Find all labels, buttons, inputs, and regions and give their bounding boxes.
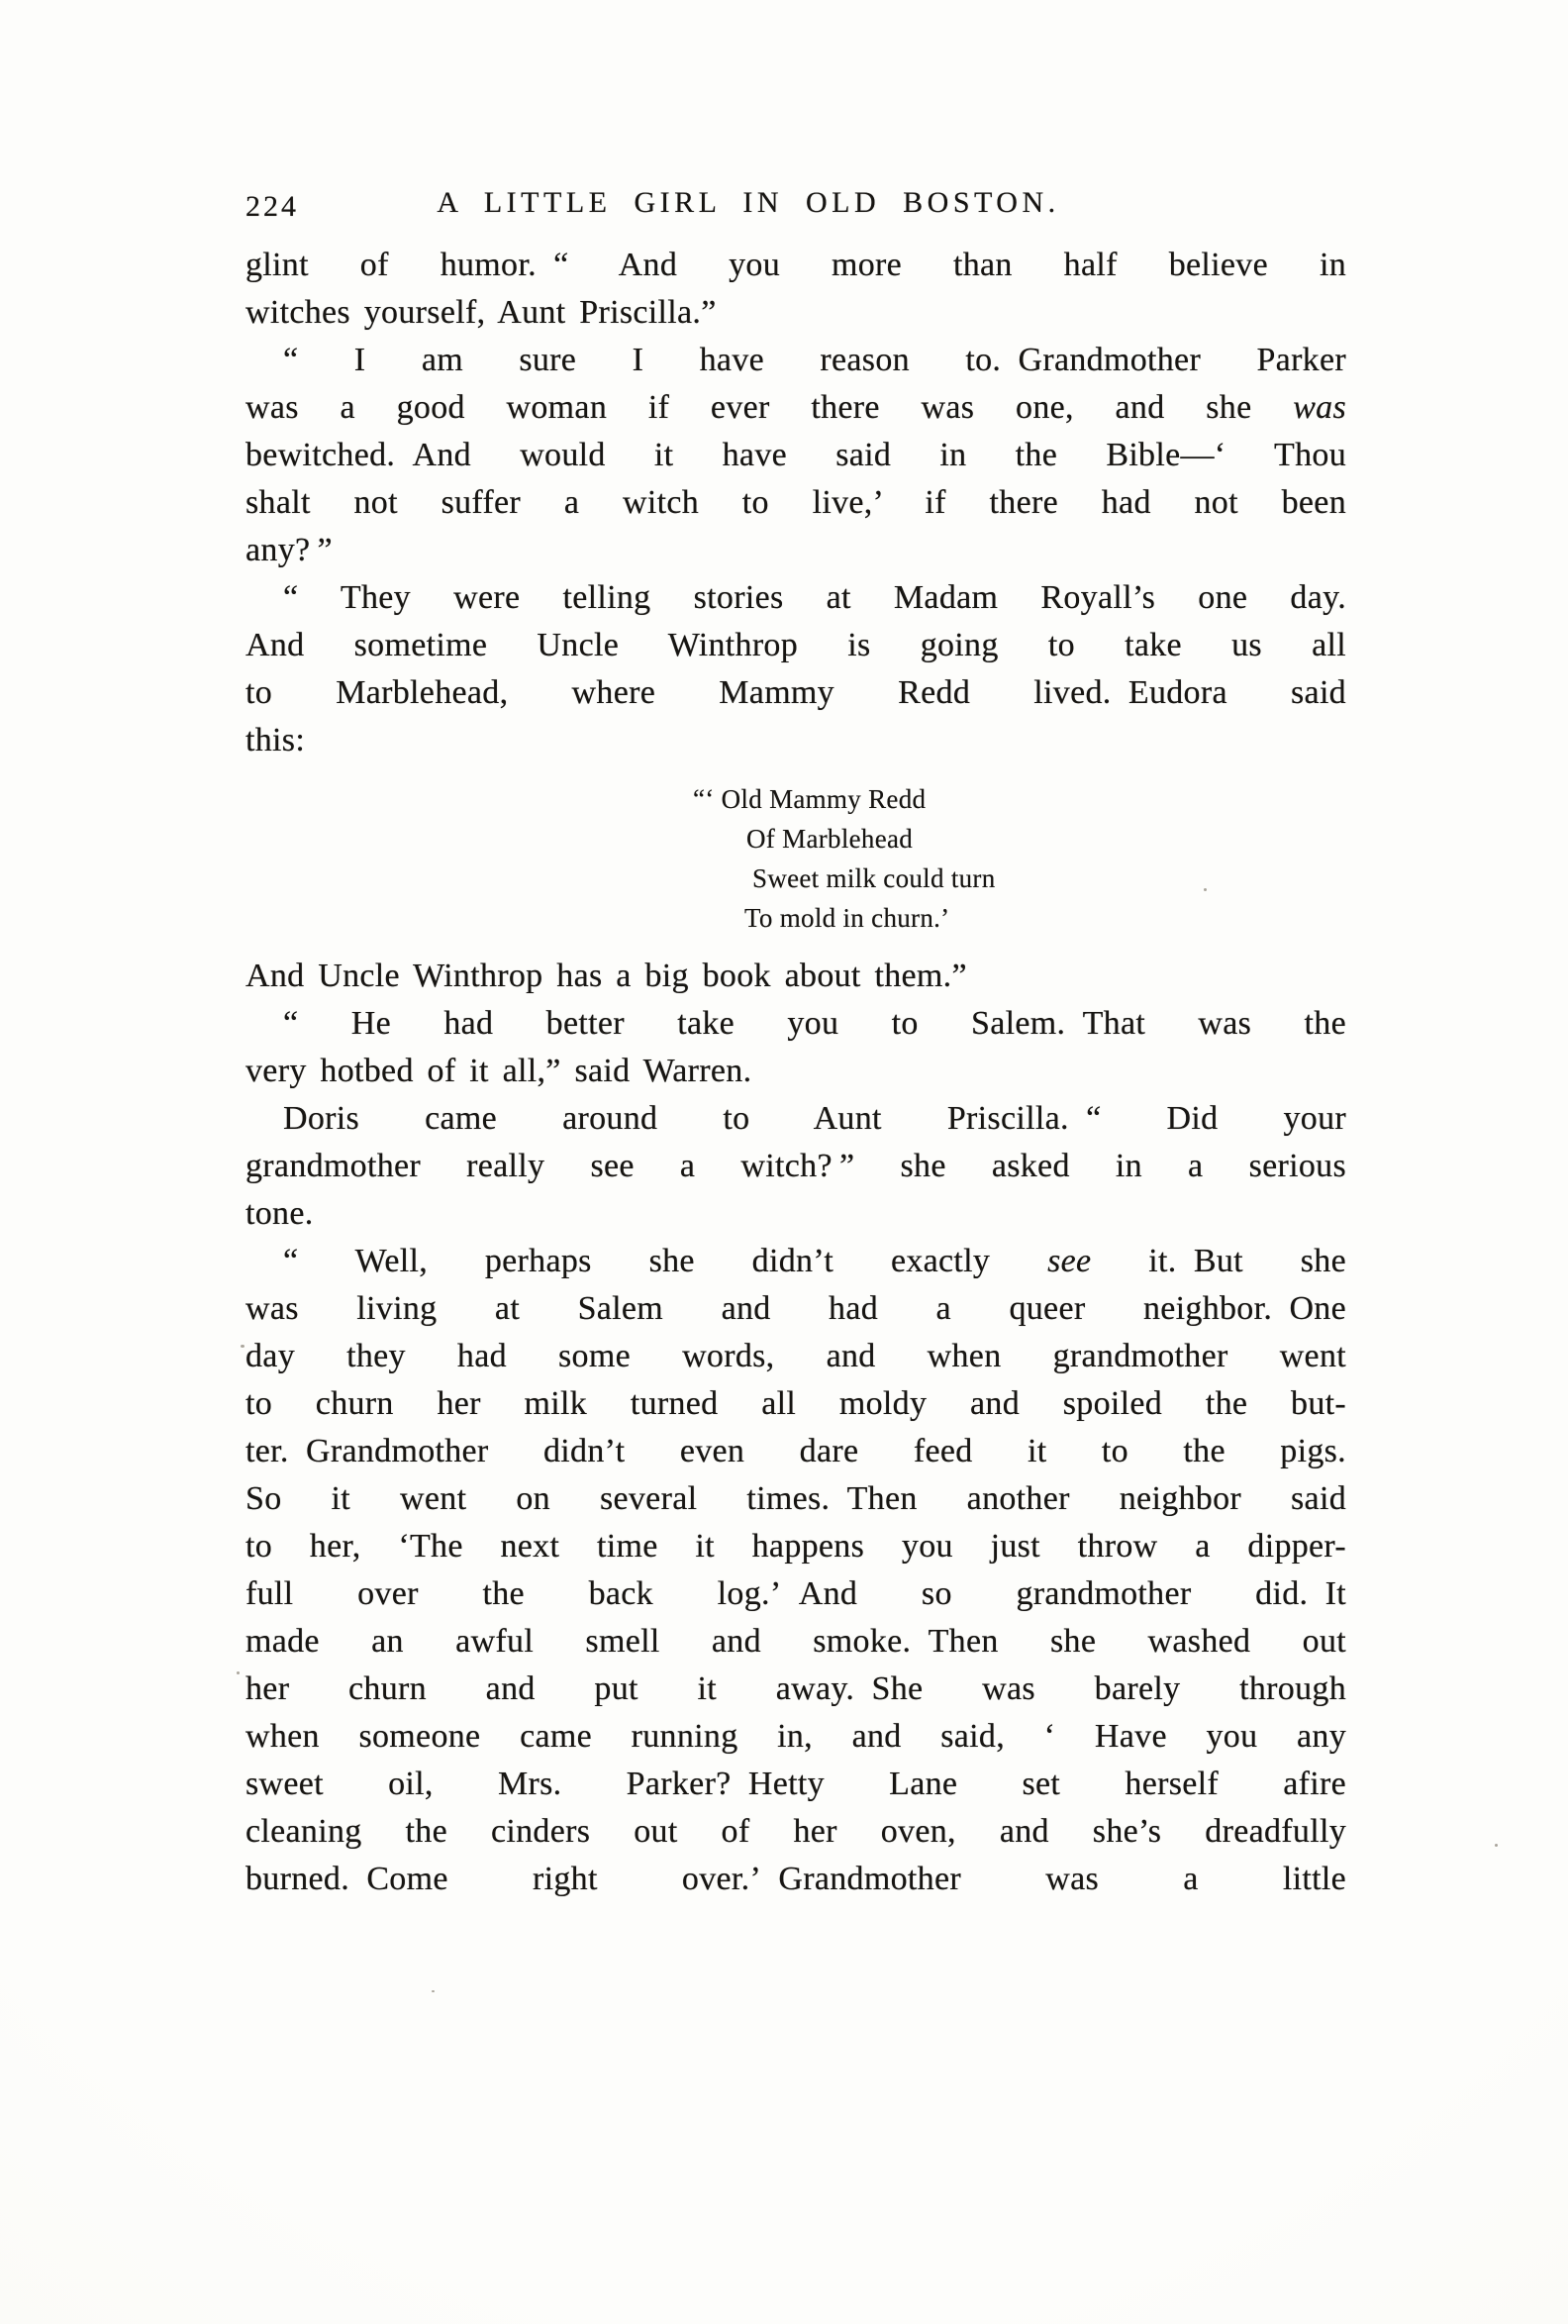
text-segment: was [1293,389,1346,426]
text-segment: was a good woman if ever there was one, and she [245,389,1294,426]
text-segment: glint of humor. “ And you more than half believe in [245,247,1346,283]
text-column [245,242,1346,1903]
text-segment: made an awful smell and smoke. Then she washed out [245,1623,1346,1660]
text-segment: this: [245,722,306,758]
verse-line: “‘ Old Mammy Redd [693,784,927,814]
text-segment: bewitched. And would it have said in the Bible—‘ Thou [245,437,1346,473]
text-segment: witches yourself, Aunt Priscilla.” [245,294,717,331]
paragraph [245,242,1346,337]
verse-line: Of Marblehead [746,824,914,854]
text-line [245,1428,1346,1475]
text-line [245,953,1346,1000]
text-segment: And sometime Uncle Winthrop is going to take us all [245,627,1346,663]
text-line [245,1238,1346,1285]
text-segment: full over the back log.’ And so grandmother did. It [245,1575,1346,1612]
text-segment: to churn her milk turned all moldy and spoiled the but- [245,1385,1346,1422]
text-line [245,384,1346,432]
text-line [245,1380,1346,1428]
text-line [245,1523,1346,1570]
text-line [245,1048,1346,1095]
text-segment: to her, ‘The next time it happens you just throw a dipper- [245,1528,1346,1565]
scan-speck [241,1345,245,1348]
text-segment: “ Well, perhaps she didn’t exactly [283,1243,1048,1279]
text-line [245,479,1346,527]
page-header [245,186,1346,230]
scan-speck [1495,1844,1498,1847]
text-segment: was living at Salem and had a queer neighbor. One [245,1290,1346,1327]
scan-speck [432,1990,435,1992]
text-segment: ter. Grandmother didn’t even dare feed it to the pigs. [245,1433,1346,1469]
text-segment: grandmother really see a witch? ” she asked in a serious [245,1148,1346,1184]
text-segment: sweet oil, Mrs. Parker? Hetty Lane set herself afire [245,1766,1346,1802]
text-line [245,289,1346,337]
text-segment: see [1047,1243,1092,1279]
text-line [245,574,1346,622]
text-line [245,622,1346,669]
scan-speck [1204,888,1207,891]
text-line [245,1808,1346,1856]
text-segment: tone. [245,1195,314,1232]
text-line [245,1190,1346,1238]
text-line [245,1761,1346,1808]
paragraph [245,1095,1346,1238]
text-segment: cleaning the cinders out of her oven, and she’s dreadfully [245,1813,1346,1850]
paragraph [245,337,1346,574]
running-title: A LITTLE GIRL IN OLD BOSTON. [437,186,1060,219]
paragraph [245,574,1346,764]
text-segment: So it went on several times. Then another neighbor said [245,1480,1346,1517]
text-line [245,669,1346,717]
verse-line: To mold in churn.’ [744,903,950,933]
text-line [245,1570,1346,1618]
text-line [245,1333,1346,1380]
text-line [245,1143,1346,1190]
text-segment: her churn and put it away. She was barely through [245,1670,1346,1707]
text-segment: “ They were telling stories at Madam Royall’s one day. [283,579,1346,616]
text-segment: to Marblehead, where Mammy Redd lived. Eudora said [245,674,1346,711]
text-segment: any? ” [245,532,333,568]
text-line [245,527,1346,574]
text-line [245,1000,1346,1048]
verse-line: Sweet milk could turn [752,863,996,893]
scan-speck [237,1671,240,1674]
text-line [245,337,1346,384]
text-segment: shalt not suffer a witch to live,’ if there had not been [245,484,1346,521]
text-line [245,1285,1346,1333]
text-segment: And Uncle Winthrop has a big book about them.” [245,958,967,994]
text-line [245,1475,1346,1523]
text-line [245,1095,1346,1143]
text-segment: “ He had better take you to Salem. That was the [283,1005,1346,1042]
text-line [245,242,1346,289]
paragraph [245,1000,1346,1095]
paragraph [245,1238,1346,1903]
text-line [245,1618,1346,1666]
text-segment: very hotbed of it all,” said Warren. [245,1053,752,1089]
text-segment: “ I am sure I have reason to. Grandmother Parker [283,342,1346,378]
text-line [245,1856,1346,1903]
page-number: 224 [245,190,299,223]
text-segment: burned. Come right over.’ Grandmother was a little [245,1861,1346,1897]
text-line [245,1713,1346,1761]
paragraph [245,953,1346,1000]
text-segment: it. But she [1091,1243,1346,1279]
text-line [245,717,1346,764]
text-line [245,432,1346,479]
text-segment: day they had some words, and when grandmother went [245,1338,1346,1374]
text-line [245,1666,1346,1713]
text-segment: when someone came running in, and said, ‘ Have you any [245,1718,1346,1755]
verse-block [693,779,1346,938]
text-segment: Doris came around to Aunt Priscilla. “ Did your [283,1100,1346,1137]
